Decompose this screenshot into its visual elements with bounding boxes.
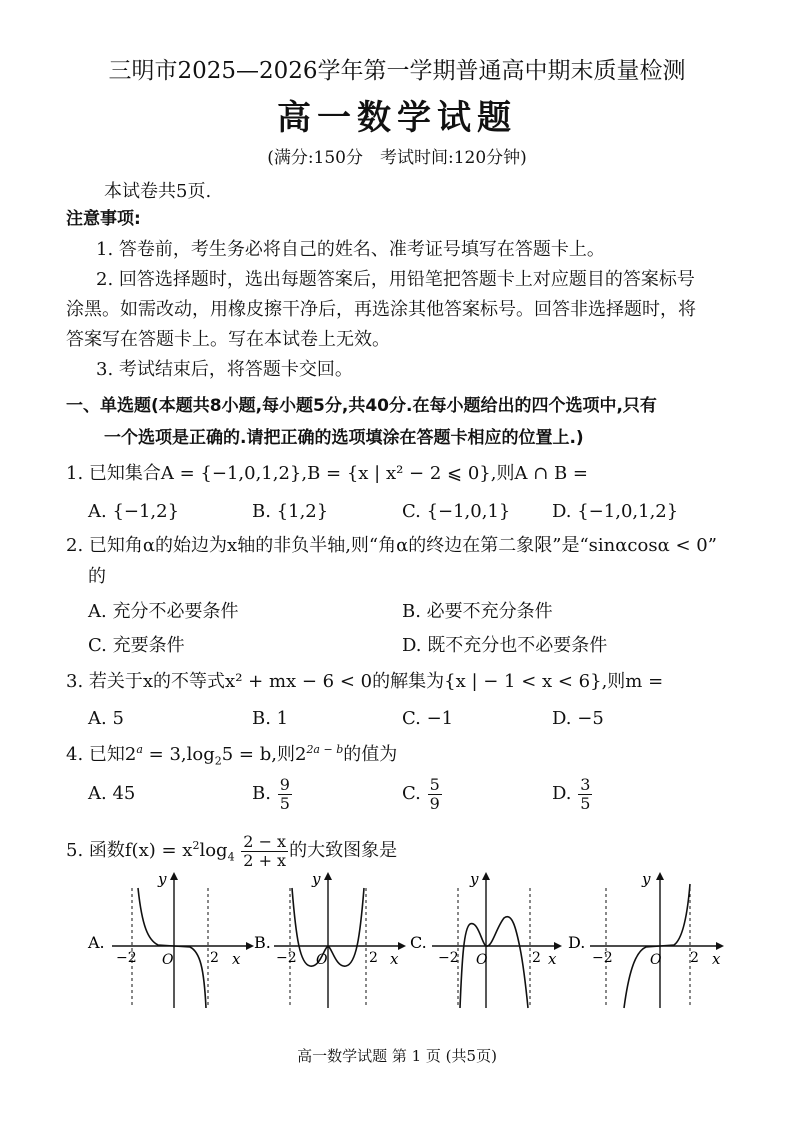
y-axis-label: y bbox=[312, 870, 321, 888]
x-axis-label: x bbox=[390, 950, 399, 968]
note-item-1: 1. 答卷前，考生务必将自己的姓名、准考证号填写在答题卡上。 bbox=[96, 239, 605, 260]
q4-option-a: A. 45 bbox=[88, 783, 136, 804]
notes-heading: 注意事项: bbox=[66, 209, 141, 229]
exam-school-line: 三明市2025—2026学年第一学期普通高中期末质量检测 bbox=[108, 58, 686, 84]
q3-stem: 3. 若关于x的不等式x² + mx − 6 < 0的解集为{x | − 1 < x < 6},则m = bbox=[66, 671, 664, 692]
origin-label: O bbox=[476, 952, 488, 968]
q2-option-c: C. 充要条件 bbox=[88, 635, 185, 656]
fraction-denominator: 5 bbox=[279, 793, 290, 813]
note-item-3: 3. 考试结束后，将答题卡交回。 bbox=[96, 359, 353, 380]
tick-label-neg2: −2 bbox=[438, 950, 459, 966]
q2-stem: 2. 已知角α的始边为x轴的非负半轴,则“角α的终边在第二象限”是“sinαcosα < 0” bbox=[66, 535, 717, 556]
y-axis-arrow-icon bbox=[656, 872, 664, 880]
q5-fraction bbox=[241, 833, 288, 870]
section-heading-line2: 一个选项是正确的.请把正确的选项填涂在答题卡相应的位置上.) bbox=[104, 428, 584, 448]
q1-option-a: A. {−1,2} bbox=[88, 501, 180, 522]
function-curve bbox=[138, 888, 206, 1008]
q1-option-c: C. {−1,0,1} bbox=[402, 501, 511, 522]
function-curve bbox=[460, 917, 528, 1008]
tick-label-pos2: 2 bbox=[532, 950, 541, 966]
fraction-numerator: 9 bbox=[279, 774, 290, 794]
q4-option-c-label: C. bbox=[402, 783, 421, 804]
q4-stem-post: 的值为 bbox=[343, 744, 398, 765]
q5-graph-a bbox=[86, 868, 256, 1018]
y-axis-arrow-icon bbox=[482, 872, 490, 880]
q4-stem-pre: 4. 已知2 bbox=[66, 744, 137, 765]
tick-label-neg2: −2 bbox=[276, 950, 297, 966]
q1-stem: 1. 已知集合A = {−1,0,1,2},B = {x | x² − 2 ⩽ 0},则A ∩ B = bbox=[66, 463, 589, 484]
x-axis-label: x bbox=[712, 950, 721, 968]
q4-option-d bbox=[552, 770, 593, 818]
x-axis-label: x bbox=[232, 950, 241, 968]
tick-label-pos2: 2 bbox=[690, 950, 699, 966]
option-label: D. bbox=[568, 933, 586, 952]
q4-option-b-fraction bbox=[278, 776, 292, 813]
q4-exp-2a-b: 2a − b bbox=[306, 743, 344, 756]
fraction-denominator: 9 bbox=[429, 793, 440, 813]
x-axis-arrow-icon bbox=[716, 942, 724, 950]
fraction-numerator: 5 bbox=[429, 774, 440, 794]
x-axis-arrow-icon bbox=[554, 942, 562, 950]
q5-log: log bbox=[199, 840, 228, 861]
tick-label-pos2: 2 bbox=[210, 950, 219, 966]
q4-option-d-label: D. bbox=[552, 783, 572, 804]
q1-option-d: D. {−1,0,1,2} bbox=[552, 501, 679, 522]
fraction-numerator: 2 − x bbox=[243, 831, 287, 851]
q3-option-d: D. −5 bbox=[552, 708, 604, 729]
note-item-2-line3: 答案写在答题卡上。写在本试卷上无效。 bbox=[66, 329, 390, 350]
q2-stem-cont: 的 bbox=[88, 566, 106, 587]
x-axis-arrow-icon bbox=[398, 942, 406, 950]
fraction-numerator: 3 bbox=[580, 774, 591, 794]
page-title: 高一数学试题 bbox=[277, 98, 517, 138]
note-item-2-line2: 涂黑。如需改动，用橡皮擦干净后，再选涂其他答案标号。回答非选择题时，将 bbox=[66, 299, 696, 320]
q3-option-b: B. 1 bbox=[252, 708, 289, 729]
y-axis-label: y bbox=[470, 870, 479, 888]
page-footer: 高一数学试题 第 1 页 (共5页) bbox=[297, 1047, 497, 1065]
q5-square: 2 bbox=[192, 839, 200, 852]
q4-option-c-fraction bbox=[428, 776, 442, 813]
x-axis-label: x bbox=[548, 950, 557, 968]
q5-stem-post: 的大致图象是 bbox=[289, 840, 398, 861]
q2-option-d: D. 既不充分也不必要条件 bbox=[402, 635, 608, 656]
exam-subtitle: (满分:150分 考试时间:120分钟) bbox=[267, 148, 527, 168]
note-item-2-line1: 2. 回答选择题时，选出每题答案后，用铅笔把答题卡上对应题目的答案标号 bbox=[96, 269, 695, 290]
section-heading-line1: 一、单选题(本题共8小题,每小题5分,共40分.在每小题给出的四个选项中,只有 bbox=[66, 396, 657, 416]
q3-option-c: C. −1 bbox=[402, 708, 454, 729]
q3-option-a: A. 5 bbox=[88, 708, 124, 729]
origin-label: O bbox=[162, 952, 174, 968]
option-label: A. bbox=[88, 933, 105, 952]
option-label: C. bbox=[410, 933, 427, 952]
q2-option-a: A. 充分不必要条件 bbox=[88, 601, 239, 622]
fraction-denominator: 2 + x bbox=[243, 850, 287, 870]
q5-graph-d bbox=[566, 868, 736, 1018]
y-axis-arrow-icon bbox=[170, 872, 178, 880]
intro-text: 本试卷共5页. bbox=[104, 181, 212, 202]
q5-graph-b bbox=[252, 868, 412, 1018]
tick-label-pos2: 2 bbox=[369, 950, 378, 966]
q4-option-b bbox=[252, 770, 293, 818]
q5-stem-pre: 5. 函数f(x) = x bbox=[66, 840, 193, 861]
q2-option-b: B. 必要不充分条件 bbox=[402, 601, 553, 622]
q4-option-d-fraction bbox=[578, 776, 592, 813]
origin-label: O bbox=[650, 952, 662, 968]
q4-log-base: 2 bbox=[214, 754, 222, 768]
y-axis-arrow-icon bbox=[324, 872, 332, 880]
tick-label-neg2: −2 bbox=[116, 950, 137, 966]
fraction-denominator: 5 bbox=[580, 793, 591, 813]
q4-exp-a: a bbox=[136, 743, 143, 756]
q4-option-c bbox=[402, 770, 443, 818]
origin-label: O bbox=[316, 952, 328, 968]
q4-stem-mid: = 3,log bbox=[142, 744, 215, 765]
q4-stem bbox=[66, 738, 397, 774]
y-axis-label: y bbox=[642, 870, 651, 888]
q5-graph-c bbox=[408, 868, 568, 1018]
tick-label-neg2: −2 bbox=[592, 950, 613, 966]
q4-option-b-label: B. bbox=[252, 783, 271, 804]
q4-stem-mid2: 5 = b,则2 bbox=[221, 744, 307, 765]
q1-option-b: B. {1,2} bbox=[252, 501, 329, 522]
option-label: B. bbox=[254, 933, 271, 952]
y-axis-label: y bbox=[158, 870, 167, 888]
q5-log-base: 4 bbox=[227, 850, 235, 864]
